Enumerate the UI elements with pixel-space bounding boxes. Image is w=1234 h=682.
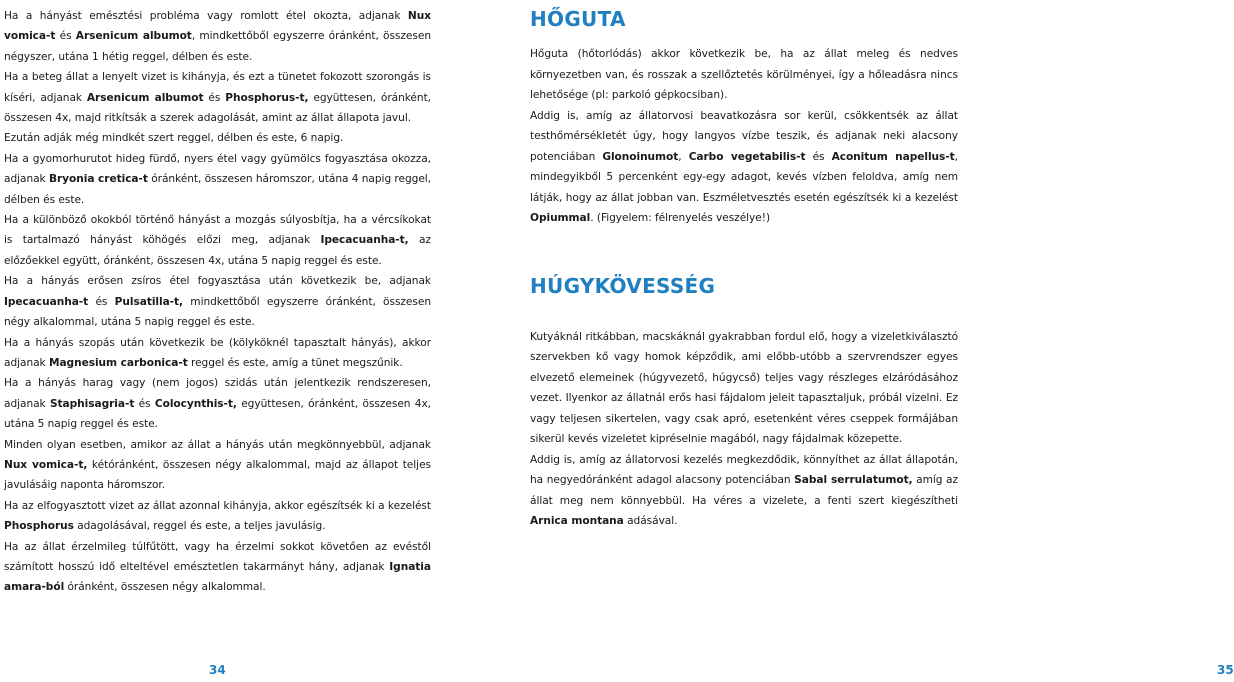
hoguta-section-text: [530, 44, 958, 229]
text-run: és: [55, 30, 76, 43]
text-run: Ha a hányás harag vagy (nem jogos) szidás után jelentkezik rendszeresen, adjanak: [4, 377, 431, 410]
paragraph: [4, 333, 431, 374]
paragraph: [4, 271, 431, 332]
text-run: , mindkettőből egyszerre óránként, összesen négyszer, utána 1 hétig reggel, délben és este.: [4, 30, 431, 63]
remedy-name: Arsenicum albumot: [75, 30, 192, 43]
paragraph: [4, 210, 431, 271]
text-run: Ezután adják még mindkét szert reggel, délben és este, 6 napig.: [4, 132, 344, 145]
remedy-name: Arnica montana: [530, 515, 624, 527]
text-run: kétóránként, összesen négy alkalommal, majd az állapot teljes javulásáig naponta háromszor.: [4, 458, 432, 492]
text-run: mindkettőből egyszerre óránként, összesen négy alkalommal, utána 5 napig reggel és este.: [4, 295, 431, 329]
text-run: együttesen, óránként, összesen 4x, utána 5 napig reggel és este.: [4, 397, 431, 431]
paragraph: [4, 373, 431, 434]
section-heading-hugykovesseg: HÚGYKÖVESSÉG: [530, 273, 716, 298]
text-run: adásával.: [623, 515, 678, 527]
text-run: és: [805, 150, 832, 163]
text-run: Ha a gyomorhurutot hideg fürdő, nyers étel vagy gyümölcs fogyasztása okozza, adjanak: [4, 152, 431, 186]
text-run: Hőguta (hőtorlódás) akkor következik be, ha az állat meleg és nedves környezetben van, és rosszak a szellőztetés körülményei, így a hőleadásra nincs lehetősége (pl: parkoló gépkocsiban).: [530, 48, 958, 101]
text-run: Ha a hányás szopás után következik be (kölyköknél tapasztalt hányás), akkor adjanak: [4, 336, 431, 369]
text-run: Ha a beteg állat a lenyelt vizet is kihányja, és ezt a tünetet fokozott szorongás is kíséri, adjanak: [4, 71, 431, 104]
paragraph: [4, 435, 431, 496]
paragraph: [530, 450, 958, 532]
text-run: óránként, összesen háromszor, utána 4 napig reggel, délben és este.: [4, 173, 432, 206]
remedy-name: Colocynthis-t,: [154, 397, 237, 410]
left-page-text: [4, 6, 431, 598]
text-run: ,: [678, 150, 689, 163]
text-run: Ha az elfogyasztott vizet az állat azonnal kihányja, akkor egészítsék ki a kezelést: [4, 499, 431, 512]
remedy-name: Aconitum napellus-t: [831, 150, 955, 163]
text-run: óránként, összesen négy alkalommal.: [64, 581, 266, 594]
remedy-name: Nux vomica-t,: [4, 458, 88, 471]
remedy-name: Bryonia cretica-t: [48, 173, 148, 186]
text-run: az előzőekkel együtt, óránként, összesen 4x, utána 5 napig reggel és este.: [4, 234, 431, 267]
right-page: [480, 0, 1234, 682]
text-run: együttesen, óránként, összesen 4x, majd ritkítsák a szerek adagolását, amint az állat állapota javul.: [4, 91, 431, 125]
text-run: és: [134, 397, 155, 410]
page-number: 34: [209, 663, 226, 677]
text-run: Ha a hányás erősen zsíros étel fogyasztása után következik be, adjanak: [4, 275, 431, 288]
paragraph: [4, 128, 431, 148]
text-run: Ha a különböző okokból történő hányást a mozgás súlyosbítja, ha a vércsíkokat is tartalmazó hányást köhögés előzi meg, adjanak: [4, 214, 431, 247]
text-run: és: [203, 91, 226, 104]
paragraph: [4, 496, 431, 537]
text-run: , mindegyikből 5 percenként egy-egy adagot, kevés vízben feloldva, amíg nem látják, hogy az állat jobban van. Eszméletvesztés esetén egészítsék ki a kezelést: [530, 150, 958, 204]
remedy-name: Ignatia amara-ból: [4, 560, 431, 594]
text-run: adagolásával, reggel és este, a teljes javulásig.: [73, 520, 326, 533]
remedy-name: Ipecacuanha-t: [4, 295, 89, 308]
hugykovesseg-section-text: [530, 327, 958, 532]
remedy-name: Phosphorus: [4, 520, 74, 533]
page-number: 35: [1217, 663, 1234, 677]
remedy-name: Ipecacuanha-t,: [320, 234, 409, 247]
paragraph: [530, 106, 958, 229]
remedy-name: Nux vomica-t: [4, 10, 431, 43]
paragraph: [4, 67, 431, 128]
text-run: Addig is, amíg az állatorvosi kezelés megkezdődik, könnyíthet az állat állapotán, ha negyedóránként adagol alacsony potenciában: [530, 453, 958, 486]
text-run: és: [88, 295, 115, 308]
text-run: Minden olyan esetben, amikor az állat a hányás után megkönnyebbül, adjanak: [4, 438, 431, 451]
paragraph: [530, 327, 958, 450]
remedy-name: Arsenicum albumot: [86, 91, 204, 104]
text-run: Kutyáknál ritkábban, macskáknál gyakrabban fordul elő, hogy a vizeletkiválasztó szervekben kő vagy homok képződik, ami előbb-utóbb a szervrendszer egyes elvezető elemeinek (húgyvezető, húgycső) teljes vagy részleges elzáródásához vezet. Ilyenkor az állatnál erős hasi fájdalom jeleit tapasztaljuk, próbál vizelni. Ez vagy teljesen sikertelen, vagy csak apró, esetenként véres cseppek formájában sikerül kevés vizeletet kipréselnie magából, nagy fájdalmak közepette.: [530, 330, 958, 445]
text-run: amíg az állat meg nem könnyebbül. Ha véres a vizelete, a fenti szert kiegészítheti: [530, 474, 958, 507]
text-run: Ha az állat érzelmileg túlfűtött, vagy ha érzelmi sokkot követően az evéstől számított hosszú idő elteltével emésztetlen takarmányt hány, adjanak: [4, 540, 431, 573]
paragraph: [4, 537, 431, 598]
text-run: reggel és este, amíg a tünet megszűnik.: [187, 356, 403, 369]
remedy-name: Magnesium carbonica-t: [48, 356, 188, 369]
text-run: Addig is, amíg az állatorvosi beavatkozásra sor kerül, csökkentsék az állat testhőmérsékletét úgy, hogy langyos vízbe teszik, és adjanak neki alacsony potenciában: [530, 109, 958, 163]
remedy-name: Pulsatilla-t,: [114, 295, 184, 308]
remedy-name: Opiummal: [530, 212, 591, 224]
paragraph: [4, 149, 431, 210]
text-run: . (Figyelem: félrenyelés veszélye!): [590, 212, 771, 224]
paragraph: [4, 6, 431, 67]
remedy-name: Staphisagria-t: [49, 397, 135, 410]
remedy-name: Carbo vegetabilis-t: [688, 150, 806, 163]
text-run: Ha a hányást emésztési probléma vagy romlott étel okozta, adjanak: [4, 10, 408, 22]
section-heading-hoguta: HŐGUTA: [530, 7, 626, 31]
remedy-name: Phosphorus-t,: [225, 91, 309, 104]
left-page: [0, 0, 480, 682]
remedy-name: Sabal serrulatumot,: [794, 474, 913, 486]
remedy-name: Glonoinumot: [602, 150, 679, 163]
right-page-text: [530, 6, 958, 532]
paragraph: [530, 44, 958, 106]
